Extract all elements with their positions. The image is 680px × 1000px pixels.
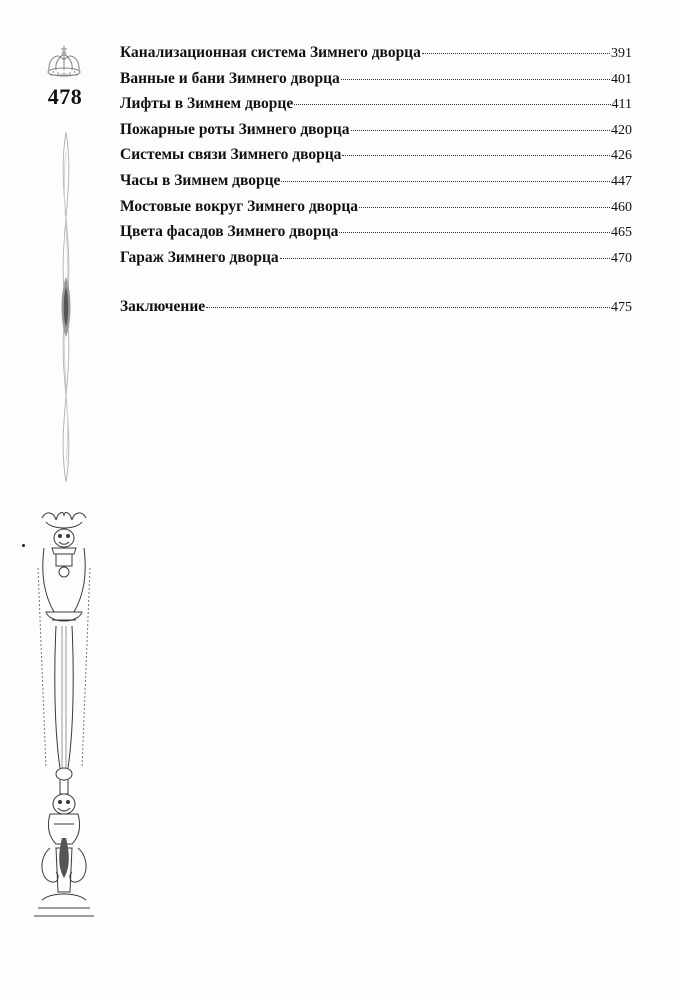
toc-entry-page: 420	[611, 122, 632, 138]
toc-leader-dots	[294, 104, 610, 105]
toc-entry-title: Пожарные роты Зимнего дворца	[120, 120, 350, 138]
toc-leader-dots	[206, 307, 610, 308]
toc-leader-dots	[281, 181, 610, 182]
crown-icon	[44, 44, 84, 80]
toc-entry[interactable]	[120, 198, 632, 224]
toc-entry-title: Лифты в Зимнем дворце	[120, 95, 294, 113]
toc-entry-conclusion[interactable]	[120, 298, 632, 324]
toc-entry[interactable]	[120, 146, 632, 172]
stray-mark	[22, 544, 25, 547]
toc-entry-title: Заключение	[120, 298, 206, 316]
column-candelabrum-icon	[32, 508, 96, 920]
toc-leader-dots	[422, 53, 610, 54]
toc-entry-page: 401	[611, 71, 632, 87]
toc-entry-page: 465	[611, 225, 632, 241]
toc-entry-page: 447	[611, 173, 632, 189]
toc-entry-page: 475	[611, 300, 632, 316]
toc-entry[interactable]	[120, 121, 632, 147]
toc-entry-title: Ванные и бани Зимнего дворца	[120, 69, 340, 87]
toc-entry[interactable]	[120, 172, 632, 198]
toc-entry-title: Системы связи Зимнего дворца	[120, 146, 342, 164]
toc-leader-dots	[341, 79, 610, 80]
toc-entry[interactable]	[120, 95, 632, 121]
toc-entry[interactable]	[120, 70, 632, 96]
toc-leader-dots	[280, 258, 610, 259]
toc-entry[interactable]	[120, 44, 632, 70]
toc-entry-title: Часы в Зимнем дворце	[120, 171, 281, 189]
toc-entry-title: Канализационная система Зимнего дворца	[120, 44, 421, 61]
toc-entry-page: 391	[611, 46, 632, 61]
toc-leader-dots	[351, 130, 611, 131]
toc-entry-title: Мостовые вокруг Зимнего дворца	[120, 197, 358, 215]
toc-entry-page: 411	[611, 97, 632, 113]
toc-entry-page: 460	[611, 199, 632, 215]
toc-entry-title: Гараж Зимнего дворца	[120, 248, 279, 266]
toc-entry[interactable]	[120, 223, 632, 249]
toc-leader-dots	[342, 155, 610, 156]
toc-leader-dots	[359, 207, 610, 208]
toc-entry[interactable]	[120, 249, 632, 275]
toc-entry-page: 470	[611, 250, 632, 266]
table-of-contents	[120, 44, 632, 324]
toc-entry-page: 426	[611, 148, 632, 164]
toc-leader-dots	[339, 232, 610, 233]
page-number: 478	[47, 84, 83, 109]
toc-entry-title: Цвета фасадов Зимнего дворца	[120, 223, 339, 241]
ribbon-ornament-icon	[52, 132, 80, 482]
